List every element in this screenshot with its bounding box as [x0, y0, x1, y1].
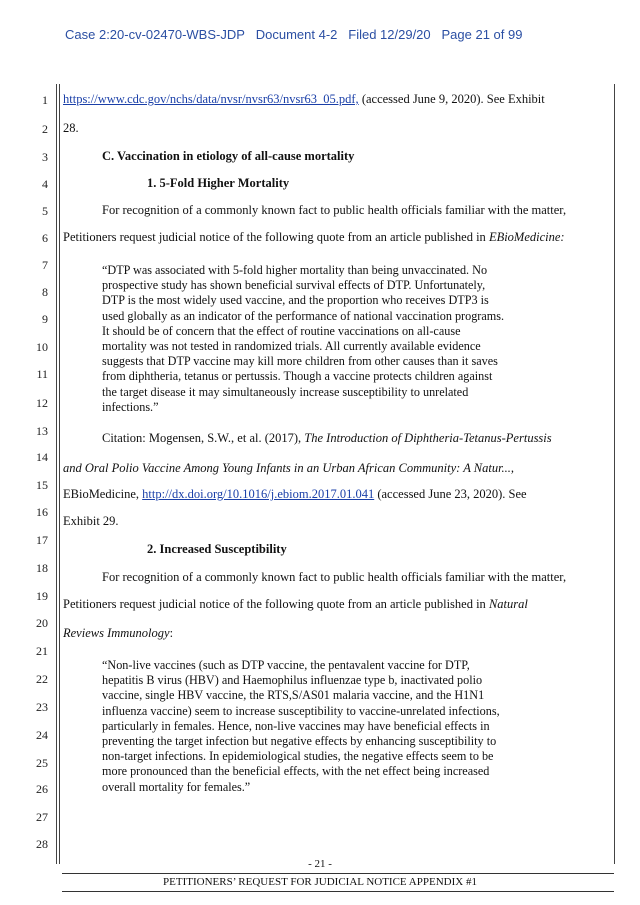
block-quote-1: [102, 263, 572, 415]
line-number: 2: [42, 122, 48, 136]
line-number: 27: [36, 810, 48, 824]
margin-rule-left-inner: [59, 84, 60, 864]
subheading-1: 1. 5-Fold Higher Mortality: [147, 176, 290, 190]
doi-link[interactable]: http://dx.doi.org/10.1016/j.ebiom.2017.01.041: [142, 487, 375, 501]
body-line-5: For recognition of a commonly known fact to public health officials familiar with the matter,: [102, 203, 567, 217]
body-line-20: Reviews Immunology:: [63, 626, 174, 640]
line-number: 21: [36, 644, 48, 658]
line-number: 14: [36, 450, 48, 464]
line-number: 13: [36, 424, 48, 438]
line-number: 17: [36, 533, 48, 547]
quote-line: DTP is the most widely used vaccine, and the proportion who receives DTP3 is: [102, 293, 489, 308]
quote-line: infections.”: [102, 399, 159, 414]
line-number: 4: [42, 177, 48, 191]
quote-line: more pronounced than the beneficial effects, with the net effect being increased: [102, 764, 490, 779]
line-number: 3: [42, 150, 48, 164]
line-number: 24: [36, 728, 48, 742]
body-line-15: EBioMedicine, http://dx.doi.org/10.1016/j.ebiom.2017.01.041 (accessed June 23, 2020). See: [63, 487, 527, 501]
line-number: 23: [36, 700, 48, 714]
section-heading-c: C. Vaccination in etiology of all-cause mortality: [102, 149, 355, 163]
citation-title-continued: and Oral Polio Vaccine Among Young Infants in an Urban African Community: A Natur...,: [63, 461, 515, 475]
line-number: 20: [36, 616, 48, 630]
quote-line: influenza vaccine) seem to increase susceptibility to vaccine-unrelated infections,: [102, 703, 500, 718]
quote-line: preventing the target infection but negative effects by enhancing susceptibility to: [102, 734, 497, 749]
body-line-19: Petitioners request judicial notice of the following quote from an article published in Natural: [63, 597, 528, 611]
document-number: Document 4-2: [255, 27, 338, 42]
line-number: 5: [42, 204, 48, 218]
quote-line: mortality was not tested in randomized trials. All currently available evidence: [102, 339, 481, 354]
cdc-link[interactable]: https://www.cdc.gov/nchs/data/nvsr/nvsr63/nvsr63_05.pdf,: [63, 92, 359, 106]
body-line-18: For recognition of a commonly known fact to public health officials familiar with the matter,: [102, 570, 567, 584]
line-number: 16: [36, 505, 48, 519]
body-line-2: 28.: [63, 121, 79, 135]
quote-line: overall mortality for females.”: [102, 779, 251, 794]
line-number: 19: [36, 589, 48, 603]
line-number: 15: [36, 478, 48, 492]
footer-page-number: - 21 -: [308, 858, 332, 870]
quote-line: from diphtheria, tetanus or pertussis. Though a vaccine protects children against: [102, 369, 493, 384]
footer-rule-top: [62, 873, 614, 874]
filed-date: Filed 12/29/20: [348, 27, 431, 42]
line-number: 26: [36, 782, 48, 796]
quote-line: “Non-live vaccines (such as DTP vaccine, the pentavalent vaccine for DTP,: [102, 658, 470, 672]
margin-rule-left-outer: [56, 84, 57, 864]
line-number: 18: [36, 561, 48, 575]
line-number: 12: [36, 396, 48, 410]
line-number: 25: [36, 756, 48, 770]
footer-title: PETITIONERS’ REQUEST FOR JUDICIAL NOTICE APPENDIX #1: [163, 876, 477, 888]
quote-line: suggests that DTP vaccine may kill more children from other causes than it saves: [102, 354, 498, 369]
quote-line: hepatitis B virus (HBV) and Haemophilus influenzae type b, inactivated polio: [102, 673, 483, 688]
body-line-6: Petitioners request judicial notice of the following quote from an article published in EBioMedicine:: [63, 230, 565, 244]
case-number: Case 2:20-cv-02470-WBS-JDP: [65, 27, 245, 42]
subheading-2: 2. Increased Susceptibility: [147, 542, 287, 556]
line-number: 9: [42, 312, 48, 326]
line-number: 8: [42, 285, 48, 299]
ecf-header: [65, 27, 522, 42]
margin-rule-right: [614, 84, 615, 864]
quote-line: non-target infections. In epidemiological studies, the negative effects seem to be: [102, 749, 494, 764]
quote-line: used globally as an indicator of the performance of national vaccination programs.: [102, 308, 505, 323]
line-number: 28: [36, 837, 48, 851]
line-number: 22: [36, 672, 48, 686]
line-number: 11: [36, 367, 48, 381]
quote-line: It should be of concern that the effect of routine vaccinations on all-cause: [102, 323, 461, 338]
page-indicator: Page 21 of 99: [441, 27, 523, 42]
body-line-1: https://www.cdc.gov/nchs/data/nvsr/nvsr63/nvsr63_05.pdf, (accessed June 9, 2020). See Exhibit: [63, 92, 545, 106]
quote-line: prospective study has shown beneficial survival effects of DTP. Unfortunately,: [102, 278, 486, 293]
body-line-16: Exhibit 29.: [63, 514, 119, 528]
line-number: 1: [42, 93, 48, 107]
quote-line: particularly in females. Hence, non-live vaccines may have beneficial effects in: [102, 718, 490, 733]
quote-line: the target disease it may simultaneously increase susceptibility to unrelated: [102, 384, 469, 399]
quote-line: “DTP was associated with 5-fold higher mortality than being unvaccinated. No: [102, 263, 488, 277]
line-number: 6: [42, 231, 48, 245]
citation-line: Citation: Mogensen, S.W., et al. (2017), The Introduction of Diphtheria-Tetanus-Pertussis: [102, 431, 552, 445]
line-number: 7: [42, 258, 48, 272]
footer-rule-bottom: [62, 891, 614, 892]
block-quote-2: [102, 658, 572, 795]
quote-line: vaccine, single HBV vaccine, the RTS,S/AS01 malaria vaccine, and the H1N1: [102, 688, 485, 703]
line-number: 10: [36, 340, 48, 354]
